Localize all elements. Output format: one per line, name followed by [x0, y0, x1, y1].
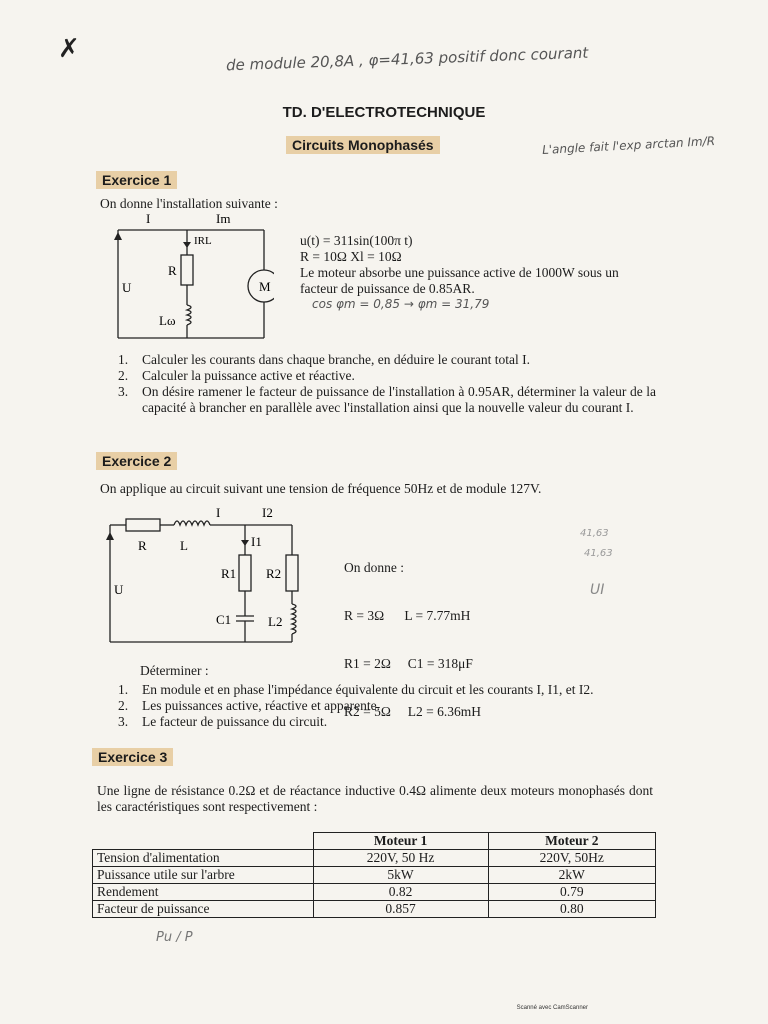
page-title: TD. D'ELECTROTECHNIQUE — [282, 104, 486, 121]
label-R2: R2 — [266, 566, 282, 581]
table-cell: 0.857 — [313, 901, 488, 918]
cross-mark: ✗ — [58, 34, 80, 64]
question-text: Le facteur de puissance du circuit. — [142, 714, 328, 729]
given-line: u(t) = 311sin(100π t) — [300, 233, 413, 248]
label-L: L — [180, 538, 188, 553]
label-U: U — [114, 582, 124, 597]
handwritten-note-side-3: UI — [590, 582, 605, 598]
scanner-footer: Scanné avec CamScanner — [516, 1005, 588, 1011]
label-C1: C1 — [216, 612, 232, 627]
question-number: 3. — [118, 714, 129, 729]
table-header-cell — [93, 833, 314, 850]
given-line: R2 = 5Ω L2 = 6.36mH — [344, 704, 482, 719]
table-row — [93, 867, 656, 884]
label-R: R — [138, 538, 147, 553]
handwritten-note-right: L'angle fait l'exp arctan Im/R — [541, 133, 716, 157]
table-header-row — [93, 833, 656, 850]
label-R1: R1 — [221, 566, 237, 581]
table-cell: Rendement — [93, 884, 314, 901]
given-line: facteur de puissance de 0.85AR. — [300, 281, 475, 296]
table-cell: 0.80 — [488, 901, 655, 918]
label-I1: I1 — [251, 534, 262, 549]
label-I2: I2 — [262, 505, 273, 520]
question-item — [118, 698, 658, 714]
exercice-2-heading: Exercice 2 — [96, 452, 177, 470]
table-cell: Tension d'alimentation — [93, 850, 314, 867]
question-item — [118, 352, 656, 368]
label-Im: Im — [216, 211, 231, 226]
exercice-2-questions — [118, 682, 658, 730]
given-line: Le moteur absorbe une puissance active de 1000W sous un — [300, 265, 619, 280]
table-cell: 2kW — [488, 867, 655, 884]
table-row — [93, 850, 656, 867]
handwritten-note-cos: cos φm = 0,85 → φm = 31,79 — [312, 297, 490, 311]
table-header-cell: Moteur 1 — [313, 833, 488, 850]
label-M: M — [259, 279, 271, 294]
table-header-cell: Moteur 2 — [488, 833, 655, 850]
table-cell: 220V, 50 Hz — [313, 850, 488, 867]
exercice-2-determine: Déterminer : — [140, 663, 209, 678]
exercice-1-given — [300, 233, 619, 297]
question-number: 3. — [118, 384, 129, 399]
circuit-diagram-1 — [104, 210, 274, 345]
label-I: I — [216, 505, 221, 520]
label-I: I — [146, 211, 151, 226]
table-row — [93, 884, 656, 901]
table-cell: 5kW — [313, 867, 488, 884]
question-item — [118, 682, 658, 698]
exercice-1-questions — [118, 352, 656, 416]
question-number: 1. — [118, 682, 129, 697]
question-item — [118, 714, 658, 730]
motors-table — [92, 832, 656, 918]
table-cell: 220V, 50Hz — [488, 850, 655, 867]
question-item — [118, 368, 656, 384]
label-R: R — [168, 263, 177, 278]
question-text: Calculer les courants dans chaque branche, en déduire le courant total I. — [142, 352, 530, 367]
label-U: U — [122, 280, 132, 295]
handwritten-note-top: de module 20,8A , φ=41,63 positif donc courant — [225, 43, 589, 75]
exercice-1-heading: Exercice 1 — [96, 171, 177, 189]
question-number: 2. — [118, 698, 129, 713]
question-text: Les puissances active, réactive et apparente. — [142, 698, 381, 713]
handwritten-note-side-2: 41,63 — [584, 548, 613, 559]
exercice-3-heading: Exercice 3 — [92, 748, 173, 766]
given-title: On donne : — [344, 560, 404, 575]
question-number: 1. — [118, 352, 129, 367]
circuit-diagram-2 — [100, 500, 310, 650]
question-text: Calculer la puissance active et réactive. — [142, 368, 355, 383]
page-subtitle: Circuits Monophasés — [286, 136, 440, 154]
exercice-2-intro: On applique au circuit suivant une tension de fréquence 50Hz et de module 127V. — [100, 481, 542, 496]
table-cell: 0.82 — [313, 884, 488, 901]
table-cell: Facteur de puissance — [93, 901, 314, 918]
given-line: R1 = 2Ω C1 = 318μF — [344, 656, 473, 671]
exercice-3-intro: Une ligne de résistance 0.2Ω et de réactance inductive 0.4Ω alimente deux moteurs monophasés dont les caractéristiques sont respectivement : — [97, 783, 653, 814]
question-text: En module et en phase l'impédance équivalente du circuit et les courants I, I1, et I2. — [142, 682, 594, 697]
label-L2: L2 — [268, 614, 283, 629]
handwritten-note-bottom: Pu / P — [156, 930, 193, 945]
label-IRL: IRL — [194, 235, 212, 247]
question-text: On désire ramener le facteur de puissance de l'installation à 0.95AR, déterminer la valeur de la capacité à brancher en parallèle avec l'installation ainsi que la nouvelle valeur du courant I. — [142, 384, 656, 415]
table-cell: Puissance utile sur l'arbre — [93, 867, 314, 884]
given-line: R = 3Ω L = 7.77mH — [344, 608, 471, 623]
table-row — [93, 901, 656, 918]
given-line: R = 10Ω Xl = 10Ω — [300, 249, 402, 264]
handwritten-note-side-1: 41,63 — [580, 528, 609, 539]
question-item — [118, 384, 656, 416]
table-cell: 0.79 — [488, 884, 655, 901]
exercice-1-intro: On donne l'installation suivante : — [100, 196, 278, 211]
question-number: 2. — [118, 368, 129, 383]
label-Lw: Lω — [159, 313, 176, 328]
